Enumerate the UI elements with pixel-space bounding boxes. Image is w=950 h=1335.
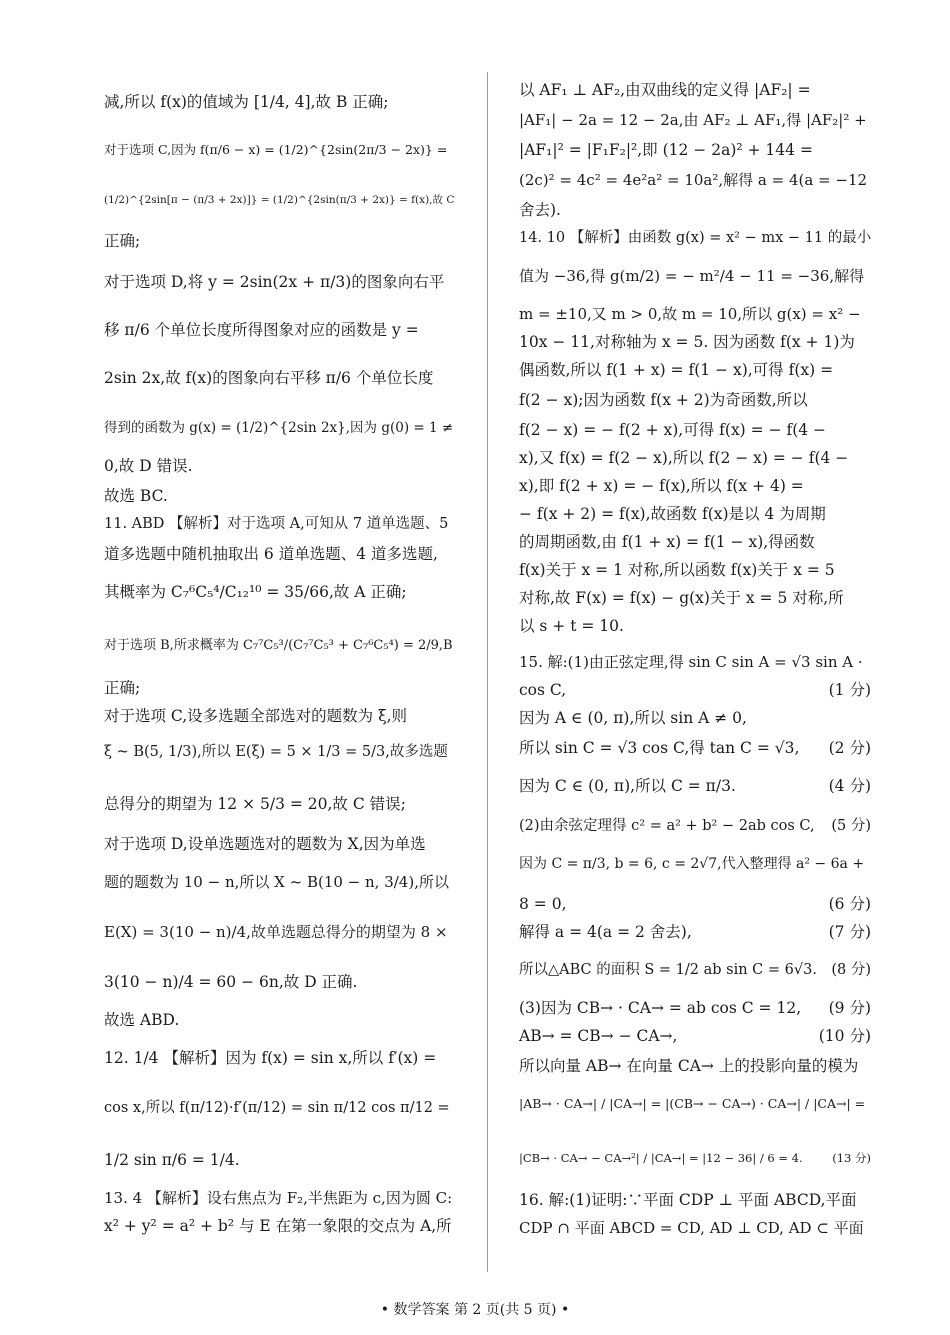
text-line bbox=[519, 360, 871, 380]
text-line bbox=[519, 894, 871, 914]
line-text: x),又 f(x) = f(2 − x),所以 f(2 − x) = − f(4 − bbox=[519, 449, 849, 467]
score-tag: (5 分) bbox=[831, 818, 871, 834]
line-text: − f(x + 2) = f(x),故函数 f(x)是以 4 为周期 bbox=[519, 505, 826, 523]
line-text: ξ ~ B(5, 1/3),所以 E(ξ) = 5 × 1/3 = 5/3,故多选题 bbox=[104, 744, 448, 760]
text-line bbox=[519, 332, 871, 352]
text-line bbox=[519, 420, 871, 440]
line-text: 对于选项 B,所求概率为 C₇⁷C₅³/(C₇⁷C₅³ + C₇⁶C₅⁴) = 2/9,B bbox=[104, 638, 453, 653]
text-line bbox=[104, 514, 456, 534]
line-text: 正确; bbox=[104, 232, 141, 250]
line-text: 所以向量 AB→ 在向量 CA→ 上的投影向量的模为 bbox=[519, 1057, 859, 1075]
line-text: 8 = 0, bbox=[519, 895, 567, 913]
line-text: 总得分的期望为 12 × 5/3 = 20,故 C 错误; bbox=[104, 795, 406, 813]
text-line bbox=[519, 998, 871, 1018]
text-line bbox=[519, 266, 871, 286]
text-line bbox=[104, 272, 456, 292]
text-line bbox=[104, 231, 456, 251]
text-line bbox=[519, 80, 871, 100]
text-line bbox=[104, 742, 456, 762]
text-line bbox=[519, 708, 871, 728]
text-line bbox=[519, 476, 871, 496]
score-tag: (13 分) bbox=[832, 1151, 871, 1165]
line-text: 因为 C = π/3, b = 6, c = 2√7,代入整理得 a² − 6a + bbox=[519, 856, 865, 872]
line-text: AB→ = CB→ − CA→, bbox=[519, 1027, 678, 1045]
line-text: 对于选项 D,设单选题选对的题数为 X,因为单选 bbox=[104, 835, 426, 853]
score-tag: (1 分) bbox=[828, 681, 871, 699]
line-text: m = ±10,又 m > 0,故 m = 10,所以 g(x) = x² − bbox=[519, 305, 861, 323]
line-text: 14. 10 【解析】由函数 g(x) = x² − mx − 11 的最小 bbox=[519, 230, 872, 246]
text-line bbox=[104, 922, 456, 942]
line-text: 3(10 − n)/4 = 60 − 6n,故 D 正确. bbox=[104, 973, 358, 991]
text-line bbox=[519, 854, 871, 874]
text-line bbox=[519, 532, 871, 552]
text-line bbox=[104, 1048, 456, 1068]
line-text: 1/2 sin π/6 = 1/4. bbox=[104, 1151, 240, 1169]
text-line bbox=[104, 794, 456, 814]
text-line bbox=[104, 636, 456, 656]
text-line bbox=[104, 1150, 456, 1170]
line-text: 题的题数为 10 − n,所以 X ~ B(10 − n, 3/4),所以 bbox=[104, 873, 449, 891]
text-line bbox=[104, 418, 456, 438]
line-text: |AF₁|² = |F₁F₂|²,即 (12 − 2a)² + 144 = bbox=[519, 141, 813, 159]
text-line bbox=[519, 738, 871, 758]
line-text: x² + y² = a² + b² 与 E 在第一象限的交点为 A,所 bbox=[104, 1217, 452, 1235]
text-line bbox=[519, 922, 871, 942]
score-tag: (10 分) bbox=[818, 1027, 871, 1045]
score-tag: (6 分) bbox=[828, 895, 871, 913]
text-line bbox=[104, 678, 456, 698]
line-text: 解得 a = 4(a = 2 舍去), bbox=[519, 923, 692, 941]
text-line bbox=[519, 588, 871, 608]
text-line bbox=[104, 1188, 456, 1208]
score-tag: (9 分) bbox=[828, 999, 871, 1017]
text-line bbox=[104, 544, 456, 564]
text-line bbox=[519, 560, 871, 580]
line-text: 12. 1/4 【解析】因为 f(x) = sin x,所以 f′(x) = bbox=[104, 1049, 437, 1067]
line-text: 的周期函数,由 f(1 + x) = f(1 − x),得函数 bbox=[519, 533, 815, 551]
line-text: cos x,所以 f(π/12)·f′(π/12) = sin π/12 cos π/12 = bbox=[104, 1100, 450, 1116]
line-text: 减,所以 f(x)的值域为 [1/4, 4],故 B 正确; bbox=[104, 93, 389, 111]
text-line bbox=[519, 304, 871, 324]
line-text: 10x − 11,对称轴为 x = 5. 因为函数 f(x + 1)为 bbox=[519, 333, 855, 351]
text-line bbox=[519, 1026, 871, 1046]
line-text: 所以 sin C = √3 cos C,得 tan C = √3, bbox=[519, 739, 800, 757]
text-line bbox=[519, 390, 871, 410]
text-line bbox=[104, 834, 456, 854]
line-text: 因为 A ∈ (0, π),所以 sin A ≠ 0, bbox=[519, 709, 747, 727]
text-line bbox=[519, 448, 871, 468]
text-line bbox=[104, 872, 456, 892]
line-text: 对于选项 C,设多选题全部选对的题数为 ξ,则 bbox=[104, 707, 408, 725]
text-line bbox=[519, 816, 871, 836]
line-text: f(x)关于 x = 1 对称,所以函数 f(x)关于 x = 5 bbox=[519, 561, 835, 579]
text-line bbox=[519, 776, 871, 796]
line-text: 以 s + t = 10. bbox=[519, 617, 624, 635]
line-text: x),即 f(2 + x) = − f(x),所以 f(x + 4) = bbox=[519, 477, 804, 495]
text-line bbox=[104, 486, 456, 506]
text-line bbox=[104, 1098, 456, 1118]
text-line bbox=[104, 582, 456, 602]
line-text: 15. 解:(1)由正弦定理,得 sin C sin A = √3 sin A · bbox=[519, 653, 863, 671]
line-text: 道多选题中随机抽取出 6 道单选题、4 道多选题, bbox=[104, 545, 438, 563]
text-line bbox=[104, 706, 456, 726]
text-line bbox=[519, 110, 871, 130]
line-text: CDP ∩ 平面 ABCD = CD, AD ⊥ CD, AD ⊂ 平面 bbox=[519, 1219, 864, 1237]
text-line bbox=[519, 228, 871, 248]
text-line bbox=[104, 140, 456, 160]
text-line bbox=[519, 140, 871, 160]
line-text: 对于选项 D,将 y = 2sin(2x + π/3)的图象向右平 bbox=[104, 273, 445, 291]
text-line bbox=[104, 92, 456, 112]
text-line bbox=[104, 1010, 456, 1030]
column-divider bbox=[487, 72, 488, 1272]
text-line bbox=[519, 200, 871, 220]
line-text: 值为 −36,得 g(m/2) = − m²/4 − 11 = −36,解得 bbox=[519, 267, 865, 285]
text-line bbox=[104, 972, 456, 992]
score-tag: (7 分) bbox=[828, 923, 871, 941]
text-line bbox=[519, 652, 871, 672]
text-line bbox=[104, 1216, 456, 1236]
score-tag: (8 分) bbox=[831, 962, 871, 978]
line-text: 0,故 D 错误. bbox=[104, 457, 193, 475]
line-text: f(2 − x);因为函数 f(x + 2)为奇函数,所以 bbox=[519, 391, 808, 409]
line-text: 故选 ABD. bbox=[104, 1011, 180, 1029]
line-text: 移 π/6 个单位长度所得图象对应的函数是 y = bbox=[104, 321, 419, 339]
text-line bbox=[519, 1148, 871, 1168]
line-text: 以 AF₁ ⊥ AF₂,由双曲线的定义得 |AF₂| = bbox=[519, 81, 811, 99]
text-line bbox=[519, 960, 871, 980]
text-line bbox=[104, 456, 456, 476]
line-text: 所以△ABC 的面积 S = 1/2 ab sin C = 6√3. bbox=[519, 962, 817, 978]
score-tag: (4 分) bbox=[828, 777, 871, 795]
line-text: 故选 BC. bbox=[104, 487, 168, 505]
line-text: 13. 4 【解析】设右焦点为 F₂,半焦距为 c,因为圆 C: bbox=[104, 1189, 453, 1207]
text-line bbox=[519, 616, 871, 636]
text-line bbox=[519, 1218, 871, 1238]
score-tag: (2 分) bbox=[828, 739, 871, 757]
line-text: (2c)² = 4c² = 4e²a² = 10a²,解得 a = 4(a = −12 bbox=[519, 171, 868, 189]
line-text: 偶函数,所以 f(1 + x) = f(1 − x),可得 f(x) = bbox=[519, 361, 834, 379]
page-footer: • 数学答案 第 2 页(共 5 页) • bbox=[380, 1302, 570, 1318]
text-line bbox=[519, 1190, 871, 1210]
line-text: 因为 C ∈ (0, π),所以 C = π/3. bbox=[519, 777, 736, 795]
line-text: |AB→ · CA→| / |CA→| = |(CB→ − CA→) · CA→| / |CA→| = bbox=[519, 1096, 866, 1111]
line-text: 2sin 2x,故 f(x)的图象向右平移 π/6 个单位长度 bbox=[104, 369, 434, 387]
text-line bbox=[519, 680, 871, 700]
line-text: 对称,故 F(x) = f(x) − g(x)关于 x = 5 对称,所 bbox=[519, 589, 844, 607]
line-text: 得到的函数为 g(x) = (1/2)^{2sin 2x},因为 g(0) = 1 ≠ bbox=[104, 420, 454, 436]
line-text: E(X) = 3(10 − n)/4,故单选题总得分的期望为 8 × bbox=[104, 923, 448, 941]
text-line bbox=[519, 170, 871, 190]
line-text: cos C, bbox=[519, 681, 567, 699]
line-text: 其概率为 C₇⁶C₅⁴/C₁₂¹⁰ = 35/66,故 A 正确; bbox=[104, 583, 407, 601]
text-line bbox=[519, 1094, 871, 1114]
text-line bbox=[104, 190, 456, 210]
line-text: (2)由余弦定理得 c² = a² + b² − 2ab cos C, bbox=[519, 818, 815, 834]
line-text: 11. ABD 【解析】对于选项 A,可知从 7 道单选题、5 bbox=[104, 516, 449, 532]
line-text: (1/2)^{2sin[π − (π/3 + 2x)]} = (1/2)^{2sin(π/3 + 2x)} = f(x),故 C bbox=[104, 194, 455, 206]
line-text: 正确; bbox=[104, 679, 141, 697]
text-line bbox=[104, 320, 456, 340]
line-text: |CB→ · CA→ − CA→²| / |CA→| = |12 − 36| / 6 = 4. bbox=[519, 1151, 803, 1165]
text-line bbox=[519, 1056, 871, 1076]
line-text: 16. 解:(1)证明:∵平面 CDP ⊥ 平面 ABCD,平面 bbox=[519, 1191, 857, 1209]
line-text: 对于选项 C,因为 f(π/6 − x) = (1/2)^{2sin(2π/3 − 2x)} = bbox=[104, 142, 448, 157]
line-text: (3)因为 CB→ · CA→ = ab cos C = 12, bbox=[519, 999, 802, 1017]
text-line bbox=[519, 504, 871, 524]
line-text: |AF₁| − 2a = 12 − 2a,由 AF₂ ⊥ AF₁,得 |AF₂|² + bbox=[519, 111, 867, 129]
text-line bbox=[104, 368, 456, 388]
line-text: 舍去). bbox=[519, 201, 561, 219]
line-text: f(2 − x) = − f(2 + x),可得 f(x) = − f(4 − bbox=[519, 421, 827, 439]
